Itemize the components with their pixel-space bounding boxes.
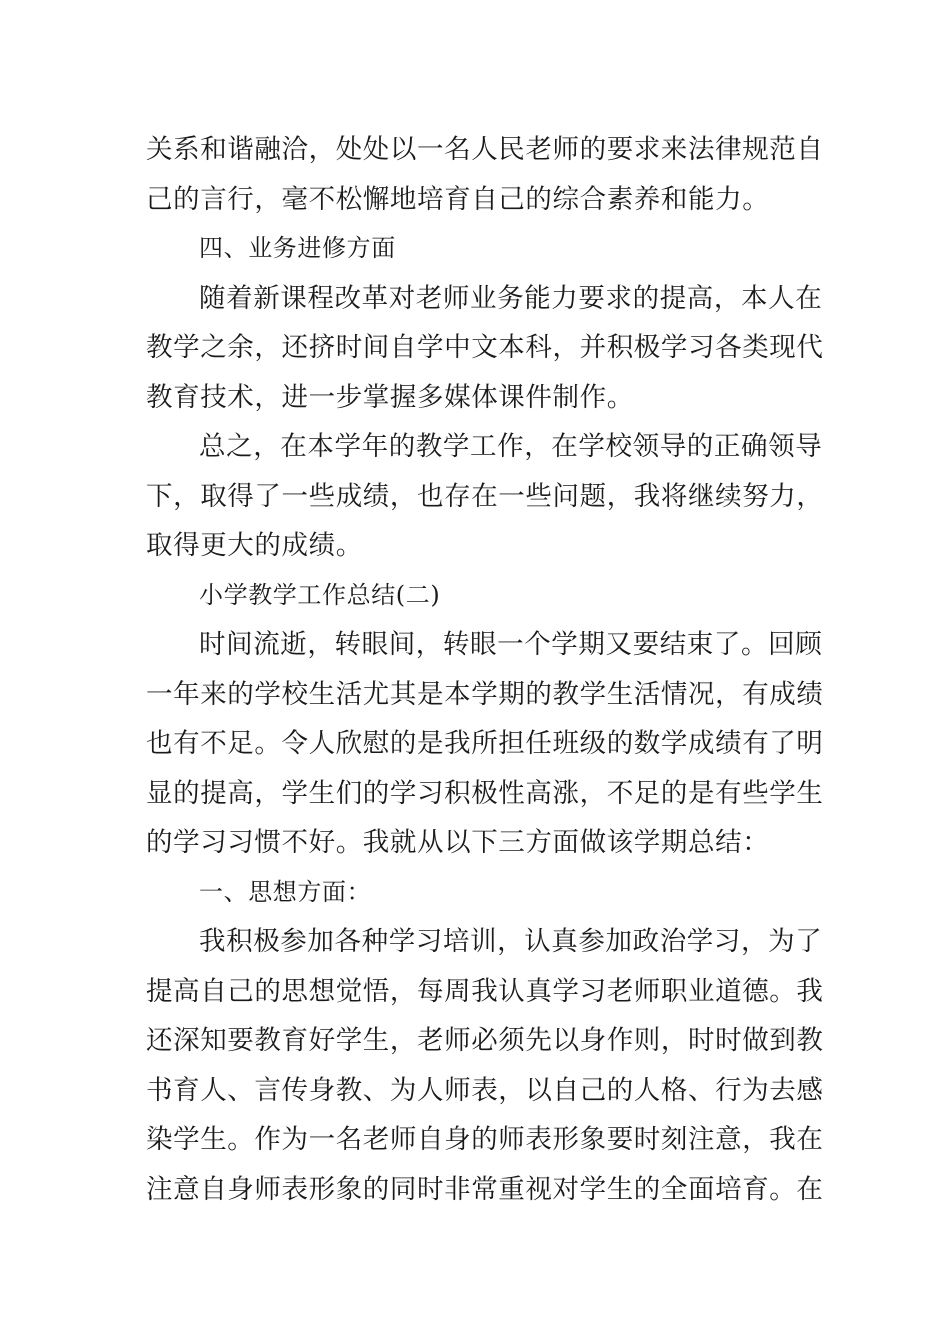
text-line: 教育技术，进一步掌握多媒体课件制作。 xyxy=(146,381,634,413)
text-line: 显的提高，学生们的学习积极性高涨，不足的是有些学生 xyxy=(146,777,824,809)
section-heading: 四、业务进修方面 xyxy=(199,234,396,262)
text-line: 注意自身师表形象的同时非常重视对学生的全面培育。在 xyxy=(146,1173,824,1205)
text-line: 教学之余，还挤时间自学中文本科，并积极学习各类现代 xyxy=(146,332,824,363)
text-line: 提高自己的思想觉悟，每周我认真学习老师职业道德。我 xyxy=(146,975,824,1007)
text-line: 下，取得了一些成绩，也存在一些问题，我将继续努力， xyxy=(146,480,824,512)
text-line: 一年来的学校生活尤其是本学期的教学生活情况，有成绩 xyxy=(146,678,824,710)
text-line: 我积极参加各种学习培训，认真参加政治学习，为了 xyxy=(199,926,823,957)
text-line: 总之，在本学年的教学工作，在学校领导的正确领导 xyxy=(199,431,823,462)
section-heading: 一、思想方面： xyxy=(199,877,372,906)
text-line: 时间流逝，转眼间，转眼一个学期又要结束了。回顾 xyxy=(199,629,823,660)
document-body xyxy=(146,125,824,1214)
text-line: 关系和谐融洽，处处以一名人民老师的要求来法律规范自 xyxy=(146,134,824,165)
text-line: 取得更大的成绩。 xyxy=(146,530,363,561)
text-line: 也有不足。令人欣慰的是我所担任班级的数学成绩有了明 xyxy=(146,728,824,759)
text-line: 己的言行，毫不松懈地培育自己的综合素养和能力。 xyxy=(146,183,770,215)
text-line: 还深知要教育好学生，老师必须先以身作则，时时做到教 xyxy=(146,1025,824,1056)
text-line: 染学生。作为一名老师自身的师表形象要时刻注意，我在 xyxy=(146,1124,824,1155)
text-line: 的学习习惯不好。我就从以下三方面做该学期总结： xyxy=(146,827,770,858)
document-title: 小学教学工作总结(二) xyxy=(199,580,441,609)
text-line: 书育人、言传身教、为人师表，以自己的人格、行为去感 xyxy=(146,1074,824,1106)
text-line: 随着新课程改革对老师业务能力要求的提高，本人在 xyxy=(199,282,823,314)
